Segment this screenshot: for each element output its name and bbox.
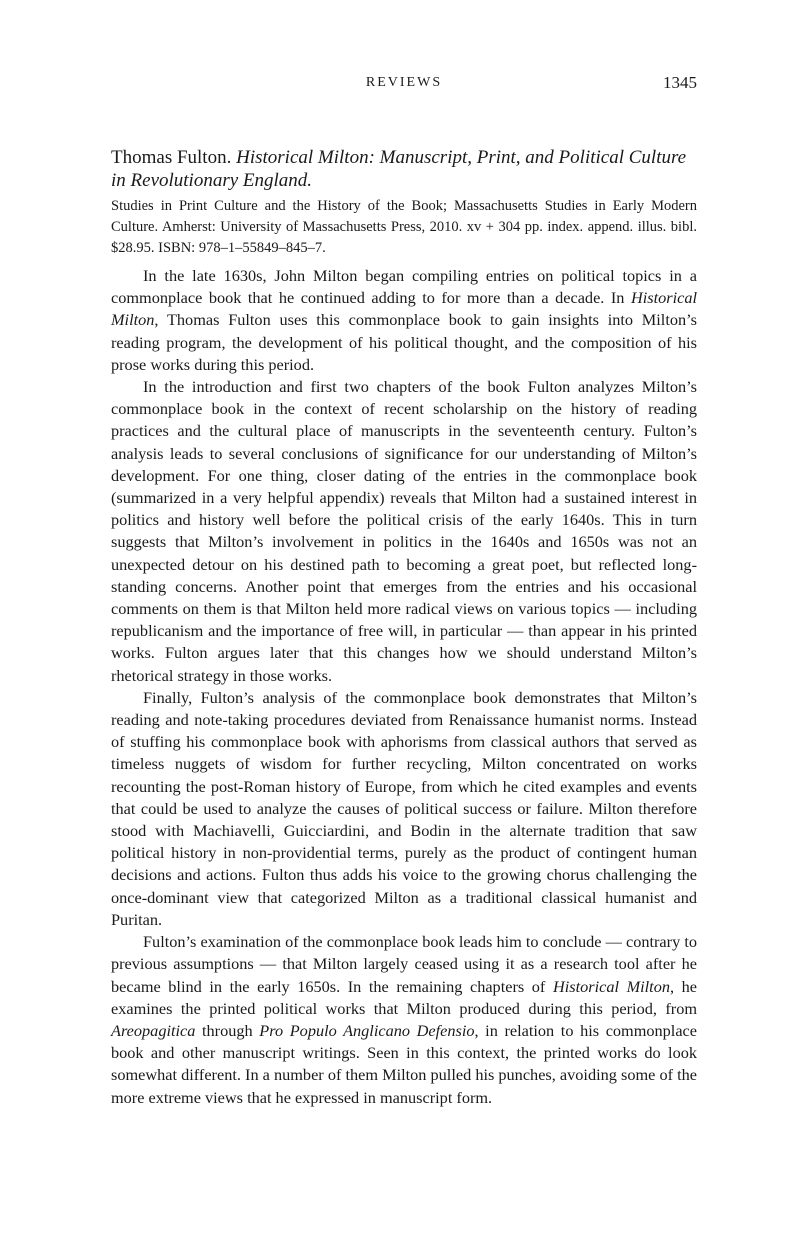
paragraph-1-italic-title: Historical Milton: [111, 288, 697, 330]
paragraph-4-text-a: Fulton’s examination of the commonplace book leads him to conclude — contrary to previous assumptions — that Milton largely ceased using it as a research tool after he became blind in the early 1650s. In the remaining chapters of: [111, 932, 697, 996]
page-number: 1345: [663, 73, 697, 92]
book-heading: [111, 146, 697, 192]
section-title: REVIEWS: [365, 75, 443, 90]
paragraph-1-text-b: , Thomas Fulton uses this commonplace book to gain insights into Milton’s reading program, the development of his political thought, and the composition of his prose works during this period.: [111, 310, 697, 374]
paragraph-4-italic-title: Historical Milton: [552, 976, 670, 996]
paragraph-4-text-b: , he examines the printed political works that Milton produced during this period, from: [111, 976, 698, 1018]
paragraph-4-text-d: , in relation to his commonplace book and other manuscript writings. Seen in this context, the printed works do look somewhat different. In a number of them Milton pulled his punches, avoiding some of the more extreme views that he expressed in manuscript form.: [111, 1020, 698, 1107]
running-head: [111, 73, 697, 95]
paragraph-4: [111, 931, 697, 1109]
paragraph-4-italic-areopagitica: Areopagitica: [111, 1020, 196, 1040]
paragraph-4-italic-defensio: Pro Populo Anglicano Defensio: [259, 1020, 475, 1040]
paragraph-1-text-a: In the late 1630s, John Milton began compiling entries on political topics in a commonplace book that he continued adding to for more than a decade. In: [111, 266, 697, 308]
review-body: [111, 265, 697, 1109]
review-citation: [111, 146, 697, 259]
paragraph-1: [111, 265, 697, 376]
paragraph-2: In the introduction and first two chapters of the book Fulton analyzes Milton’s commonplace book in the context of recent scholarship on the history of reading practices and the cultural place of manuscripts in the seventeenth century. Fulton’s analysis leads to several conclusions of significance for our understanding of Milton’s development. For one thing, closer dating of the entries in the commonplace book (summarized in a very helpful appendix) reveals that Milton had a sustained interest in politics and history well before the political crisis of the early 1640s. This in turn suggests that Milton’s involvement in politics in the 1640s and 1650s was not an unexpected detour on his destined path to becoming a great poet, but reflected long-standing concerns. Another point that emerges from the entries and his occasional comments on them is that Milton held more radical views on various topics — including republicanism and the importance of free will, in particular — than appear in his printed works. Fulton argues later that this changes how we should understand Milton’s rhetorical strategy in those works.: [111, 377, 697, 685]
book-author: Thomas Fulton.: [111, 147, 232, 168]
paragraph-4-text-c: through: [195, 1020, 260, 1040]
paragraph-3: Finally, Fulton’s analysis of the commonplace book demonstrates that Milton’s reading and note-taking procedures deviated from Renaissance humanist norms. Instead of stuffing his commonplace book with aphorisms from classical authors that served as timeless nuggets of wisdom for further recycling, Milton concentrated on works recounting the post-Roman history of Europe, from which he cited examples and events that could be used to analyze the causes of political success or failure. Milton therefore stood with Machiavelli, Guicciardini, and Bodin in the alternate tradition that saw political history in non-providential terms, purely as the product of contingent human decisions and actions. Fulton thus adds his voice to the growing chorus challenging the once-dominant view that categorized Milton as a traditional classical humanist and Puritan.: [111, 687, 697, 929]
publication-info: Studies in Print Culture and the History of the Book; Massachusetts Studies in Early Modern Culture. Amherst: University of Massachusetts Press, 2010. xv + 304 pp. index. append. illus. bibl. $28.95. ISBN: 978–1–55849–845–7.: [111, 198, 697, 256]
book-title: Historical Milton: Manuscript, Print, and Political Culture in Revolutionary England.: [111, 147, 687, 191]
